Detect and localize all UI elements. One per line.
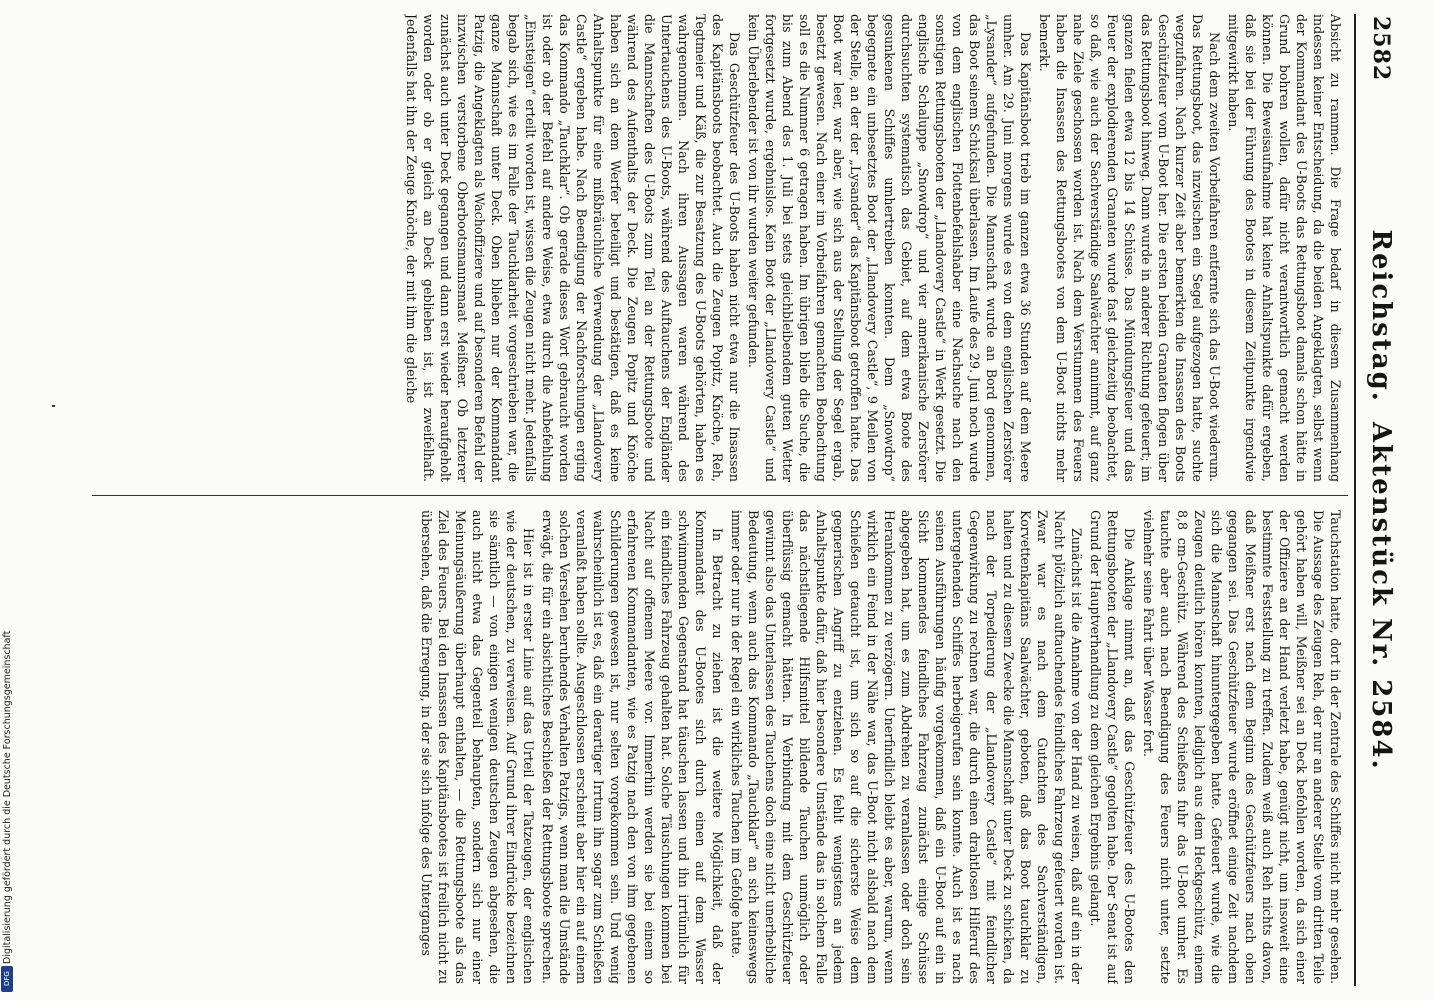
column-divider xyxy=(92,495,1348,496)
paragraph: In Betracht zu ziehen ist die weitere Möglichkeit, daß der Kommandant des U-Bootes sich durch einen auf dem Wasser schwimmenden Gegenstand hat täuschen lassen und ihn irrtümlich für ein feindliches Fahrzeug gehalten hat. Solche Täuschungen kommen bei Nacht auf offenem Meere vor. Immerhin werden sie bei einem so erfahrenen Kommandanten, wie es Patzig nach den von ihm gegebenen Schilderungen gewesen ist, nur selten vorgekommen sein. Und wenig wahrscheinlich ist es, daß ein derartiger Irrtum ihn sogar zum Schießen veranlaßt haben sollte. Ausgeschlossen erscheint aber hier ein auf einem solchen Versehen beruhendes Verhalten Patzigs, wenn man die Umstände erwägt, die für ein absichtliches Beschießen der Rettungsboote sprechen. xyxy=(540,510,725,984)
page-header xyxy=(1354,10,1400,990)
paragraph: Das Kapitänsboot trieb im ganzen etwa 36 Stunden auf dem Meere umher. Am 29. Juni morgens wurde es von dem englischen Zerstörer „Lysander“ aufgefunden. Die Mannschaft wurde an Bord genommen, das Boot seinem Schicksal überlassen. Im Laufe des 29. Juni noch wurde von dem englischen Flottenbefehlshaber eine Nachsuche nach den sonstigen Rettungsbooten der „Llandovery Castle“ in Werk gesetzt. Die englische Schaluppe „Snowdrop“ und vier amerikanische Zerstörer durchsuchten systematisch das Gebiet, auf dem etwa Boote des gesunkenen Schiffes umhertreiben konnten. Dem „Snowdrop“ begegnete ein unbesetztes Boot der „Llandovery Castle“, 9 Meilen von der Stelle, an der der „Lysander“ das Kapitänsboot getroffen hatte. Das Boot war leer, war aber, wie sich aus der Stellung der Segel ergab, besetzt gewesen. Nach einer im Vorbeifahren gemachten Beobachtung soll es die Nummer 6 getragen haben. Im übrigen blieb die Suche, die bis zum Abend des 1. Juli bei stets gleichbleibendem guten Wetter fortgesetzt wurde, ergebnislos. Kein Boot der „Llandovery Castle“ und kein Überlebender ist von ihr wurden weiter gefunden. xyxy=(746,14,1033,482)
digitization-credit xyxy=(0,0,14,1000)
page-number: 2582 xyxy=(1368,16,1394,82)
running-head xyxy=(1366,10,1396,990)
paragraph: Tauchstation hatte, dort in der Zentrale des Schiffes nicht mehr gesehen. Die Aussage des Zeugen Reh, der nur an anderer Stelle vom dritten Teile gehört haben will, Meißner sei an Deck befohlen worden, da sich einer der Offiziere an der Hand verletzt habe, genügt nicht, um insoweit eine bestimmte Feststellung zu treffen. Zudem weiß auch Reh nichts davon, daß Meißner erst nach dem Beginn des Geschützfeuers nach oben gegangen sei. Das Geschützfeuer wurde eröffnet einige Zeit nachdem sich die Mannschaft hinuntergegeben hatte. Gefeuert wurde, wie die Zeugen deutlich hören konnten, lediglich aus dem Heckgeschütz, einem 8,8 cm-Geschütz. Während des Schießens fuhr das U-Boot umher. Es tauchte aber auch nach Beendigung des Feuers nicht unter, setzte vielmehr seine Fahrt über Wasser fort. xyxy=(1141,510,1343,984)
paragraph: Nach dem zweiten Vorbeifahren entfernte sich das U-Boot wiederum. Das Rettungsboot, das inzwischen ein Segel aufgezogen hatte, suchte wegzufahren. Nach kurzer Zeit aber bemerkten die Insassen des Boots Geschützfeuer vom U-Boot her. Die ersten beiden Granaten flogen über das Rettungsboot hinweg. Dann wurde in anderer Richtung gefeuert; im ganzen fielen etwa 12 bis 14 Schüsse. Das Mündungsfeuer und das Feuer der explodierenden Granaten wurde fast gleichzeitig beobachtet, so daß, wie auch der Sachverständige Saalwächter annimmt, auf ganz nahe Ziele geschossen worden ist. Nach dem Verstummen des Feuers haben die Insassen des Rettungsbootes von dem U-Boot nichts mehr bemerkt. xyxy=(1037,14,1222,482)
paragraph: Hier ist in erster Linie auf das Urteil der Tatzeugen, der englischen wie der deutschen, zu verweisen. Auf Grund ihrer Eindrücke bezeichnen sie sämtlich — von einigen wenigen deutschen Zeugen abgesehen, die auch nicht etwa das Gegenteil behaupten, sondern sich nur einer Meinungsäußerung überhaupt enthalten, — die Rettungsboote als das Ziel des Feuers. Bei den Insassen des Kapitänsbootes ist freilich nicht zu übersehen, daß die Erregung, in der sie sich infolge des Unterganges xyxy=(419,510,536,984)
header-title: Reichstag. xyxy=(1366,229,1396,403)
rotated-page-content xyxy=(84,10,1400,990)
text-column-right xyxy=(94,510,1344,984)
paragraph: Absicht zu rammen. Die Frage bedarf in diesem Zusammenhang indessen keiner Entscheidung, da die beiden Angeklagten, selbst wenn der Kommandant des U-Boots das Rettungsboot damals schon hätte in Grund bohren wollen, dafür nicht verantwortlich gemacht werden können. Die Beweisaufnahme hat keine Anhaltspunkte dafür ergeben, daß sie bei der Führung des Bootes in diesem Zeitpunkte irgendwie mitgewirkt haben. xyxy=(1226,14,1343,482)
scan-speck xyxy=(52,405,55,407)
paragraph: Zunächst ist die Annahme von der Hand zu weisen, daß auf ein in der Nacht plötzlich auftauchendes feindliches Fahrzeug gefeuert worden ist. Zwar war es nach dem Gutachten des Sachverständigen, Korvettenkapitäns Saalwächter, geboten, daß das Boot tauchklar zu halten und zu diesem Zwecke die Mannschaft unter Deck zu schicken, da nach der Torpedierung der „Llandovery Castle“ mit feindlicher Gegenwirkung zu rechnen war, die durch einen drahtlosen Hilferuf des untergehenden Schiffes herbeigerufen sein konnte. Auch ist es nach seinen Ausführungen häufig vorgekommen, daß ein U-Boot auf ein in Sicht kommendes feindliches Fahrzeug zunächst einige Schüsse abgegeben hat, um es zum Abdrehen zu veranlassen oder doch sein Herankommen zu verzögern. Unerfindlich bleibt es aber, warum, wenn wirklich ein Feind in der Nähe war, das U-Boot nicht alsbald nach dem Schießen getaucht ist, um sich so auf die sicherste Weise dem gegnerischen Angriff zu entziehen. Es fehlt wenigstens an jedem Anhaltspunkte dafür, daß hier besondere Umstände das in solchem Falle das nächstliegende Hilfsmittel bildende Tauchen unmöglich oder überflüssig gemacht hätten. In Verbindung mit dem Geschützfeuer gewinnt also das Unterlassen des Tauchens doch eine nicht unerhebliche Bedeutung, wenn auch das Kommando „Tauchklar“ an sich keineswegs immer oder nur in der Regel ein wirkliches Tauchen im Gefolge hatte. xyxy=(729,510,1084,984)
paragraph: Die Anklage nimmt an, daß das Geschützfeuer des U-Bootes den Rettungsbooten der „Llandovery Castle“ gegolten habe. Der Senat ist auf Grund der Hauptverhandlung zu dem gleichen Ergebnis gelangt. xyxy=(1088,510,1137,984)
dfg-logo-icon: DFG xyxy=(1,966,13,992)
paragraph: Das Geschützfeuer des U-Boots haben nicht etwa nur die Insassen des Kapitänsboots beobachtet. Auch die Zeugen Popitz, Knöche, Reh, Tegtmeier und Käß, die zur Besatzung des U-Boots gehörten, haben es wahrgenommen. Nach ihren Aussagen waren während des Untertauchens des U-Boots, während des Auftauchens der Engländer die Mannschaften des U-Boots zum Teil an der Rettungsboote und während des Aufenthalts der Deck. Die Zeugen Popitz und Knöche haben sich an dem Werfer beteiligt und bestätigen, daß es keine Anhaltspunkte für eine mißbräuchliche Verwendung der „Llandovery Castle“ ergeben habe. Nach Beendigung der Nachforschungen erging das Kommando „Tauchklar“. Ob gerade dieses Wort gebraucht worden ist oder ob der Befehl auf andere Weise, etwa durch die Anbefehlung „Einsteigen“ erteilt worden ist, wissen die Zeugen nicht mehr. Jedenfalls begab sich, wie es im Falle der Tauchklarheit vorgeschrieben war, die ganze Mannschaft unter Deck. Oben blieben nur der Kommandant Patzig, die Angeklagten als Wachoffiziere und auf besonderen Befehl der inzwischen verstorbene Oberbootsmannsmaat Meißner. Ob letzterer zunächst auch unter Deck gegangen und dann erst wieder heraufgeholt worden oder ob er gleich an Deck geblieben ist, ist zweifelhaft. Jedenfalls hat ihn der Zeuge Knöche, der mit ihm die gleiche xyxy=(404,14,742,482)
header-subtitle: Aktenstück Nr. 2584. xyxy=(1366,421,1396,771)
text-column-left xyxy=(94,14,1344,482)
credit-text: Digitalisierung gefördert durch die Deutsche Forschungsgemeinschaft xyxy=(2,630,13,964)
header-rule xyxy=(1354,14,1356,986)
